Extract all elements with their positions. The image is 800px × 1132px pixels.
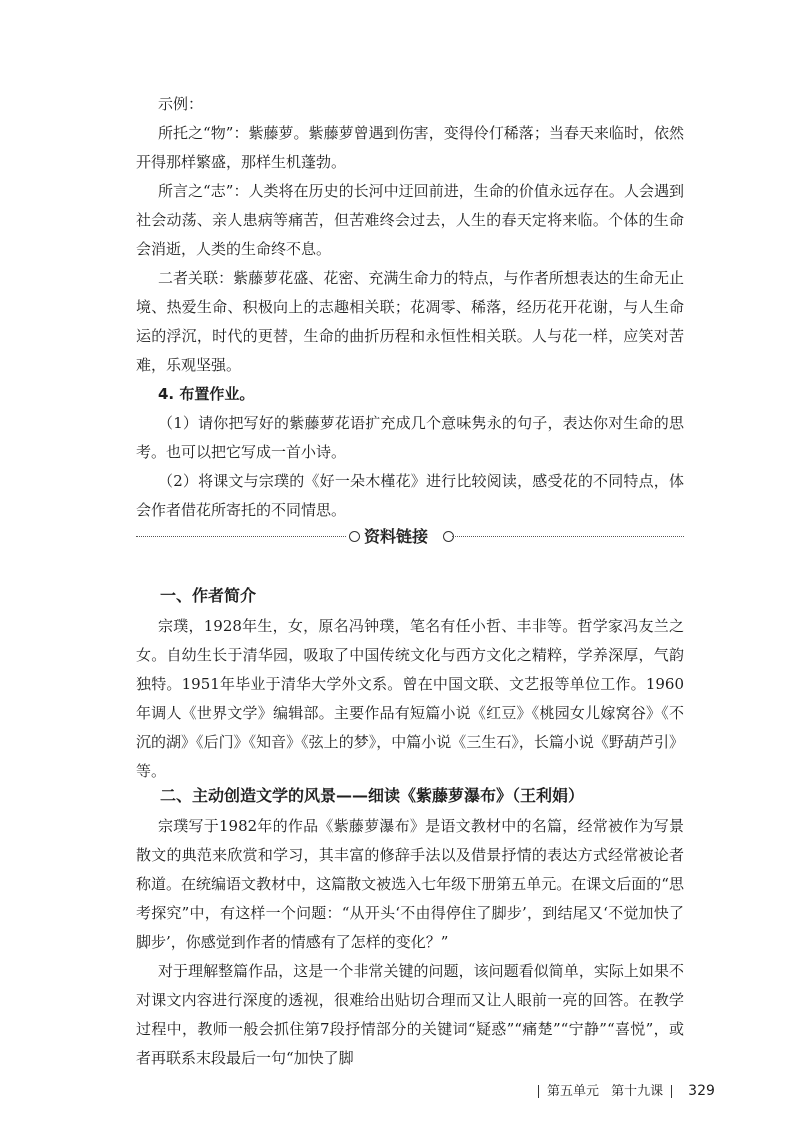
divider-circle-icon-left <box>349 531 360 542</box>
reading-para-1: 宗璞写于1982年的作品《紫藤萝瀑布》是语文教材中的名篇，经常被作为写景散文的典范来欣赏和学习，其丰富的修辞手法以及借景抒情的表达方式经常被论者称道。在统编语文教材中，这篇散文被选入七年级下册第五单元。在课文后面的“思考探究”中，有这样一个问题：“从开头‘不由得停住了脚步’，到结尾又‘不觉加快了脚步’，你感觉到作者的情感有了怎样的变化？” <box>136 817 684 951</box>
top-section <box>136 90 684 525</box>
reading-para-2: 对于理解整篇作品，这是一个非常关键的问题，该问题看似简单，实际上如果不对课文内容进行深度的透视，很难给出贴切合理而又让人眼前一亮的回答。在教学过程中，教师一般会抓住第7段抒情部分的关键词“疑惑”“痛楚”“宁静”“喜悦”，或者再联系末段最后一句“加快了脚 <box>136 962 684 1067</box>
divider-dotted-line-left <box>136 536 346 537</box>
section-heading-author: 一、作者简介 <box>160 586 257 605</box>
example-item-object: 所托之“物”：紫藤萝。紫藤萝曾遇到伤害，变得伶仃稀落；当春天来临时，依然开得那样繁盛，那样生机蓬勃。 <box>136 124 684 171</box>
example-item-relation: 二者关联：紫藤萝花盛、花密、充满生命力的特点，与作者所想表达的生命无止境、热爱生命、积极向上的志趣相关联；花凋零、稀落，经历花开花谢，与人生命运的浮沉，时代的更替，生命的曲折历程和永恒性相关联。人与花一样，应笑对苦难，乐观坚强。 <box>136 269 684 374</box>
footer-separator <box>538 1085 539 1098</box>
homework-title: 4. 布置作业。 <box>158 385 255 403</box>
author-intro-body: 宗璞，1928年生，女，原名冯钟璞，笔名有任小哲、丰非等。哲学家冯友兰之女。自幼生长于清华园，吸取了中国传统文化与西方文化之精粹，学养深厚，气韵独特。1951年毕业于清华大学外文系。曾在中国文联、文艺报等单位工作。1960年调人《世界文学》编辑部。主要作品有短篇小说《红豆》《桃园女儿嫁窝谷》《不沉的湖》《后门》《知音》《弦上的梦》，中篇小说《三生石》，长篇小说《野葫芦引》等。 <box>136 617 684 780</box>
page-footer <box>530 1080 715 1099</box>
page-number: 329 <box>688 1083 715 1099</box>
footer-lesson: 第十九课 <box>611 1084 664 1099</box>
footer-separator <box>671 1085 672 1098</box>
divider-title: 资料链接 <box>364 527 429 546</box>
author-intro <box>136 612 684 786</box>
divider-dotted-line-right <box>452 536 684 537</box>
homework-item-2: （2）将课文与宗璞的《好一朵木槿花》进行比较阅读，感受花的不同特点，体会作者借花所寄托的不同情思。 <box>136 472 684 519</box>
homework-item-1: （1）请你把写好的紫藤萝花语扩充成几个意味隽永的句子，表达你对生命的思考。也可以把它写成一首小诗。 <box>136 414 684 461</box>
resource-divider <box>136 524 684 550</box>
example-label: 示例： <box>158 95 204 113</box>
section-heading-reading: 二、主动创造文学的风景——细读《紫藤萝瀑布》（王利娟） <box>160 786 585 805</box>
footer-unit: 第五单元 <box>547 1084 600 1099</box>
reading-section <box>136 812 684 1073</box>
example-item-aspiration: 所言之“志”：人类将在历史的长河中迂回前进，生命的价值永远存在。人会遇到社会动荡、亲人患病等痛苦，但苦难终会过去，人生的春天定将来临。个体的生命会消逝，人类的生命终不息。 <box>136 182 684 258</box>
